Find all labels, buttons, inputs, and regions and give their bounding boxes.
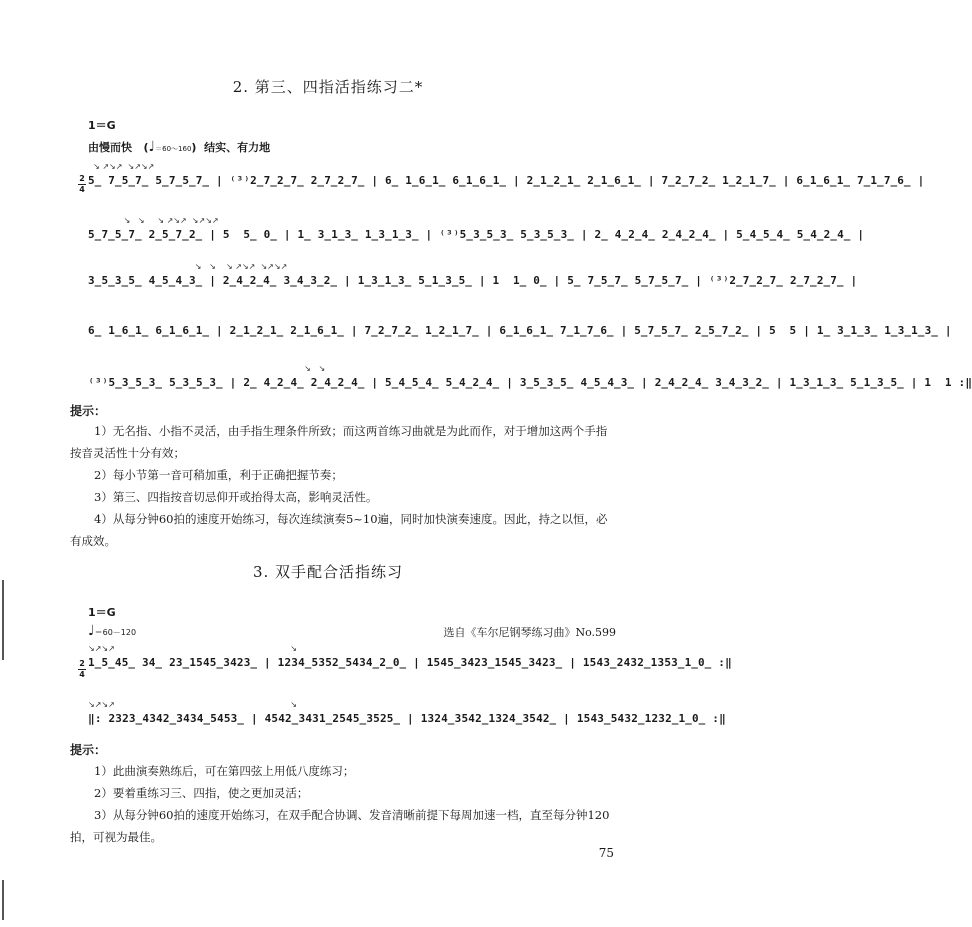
source-citation: 选自《车尔尼钢琴练习曲》No.599 <box>443 626 616 639</box>
quarter-note-icon: ♩ <box>148 139 156 155</box>
bowing-marks: ↘ ↗↘↗ ↘↗↘↗ <box>88 162 155 171</box>
score-line <box>88 364 972 408</box>
jianpu-notes: 3̲5̲3̲5̲ 4̲5̲4̲3̲ | 2̲4̲2̲4̲ 3̲4̲3̲2̲ | 1̲3̲1̲3̲ 5̲1̲3̲5̲ | 1 1̲ 0̲ | 5̲ 7̲5̲7̲ 5̲7̲5̲7̲ | ⁽³⁾2̲7̲2̲7̲ 2̲7̲2̲7̲ | <box>88 274 858 287</box>
key-signature: 1＝G <box>88 119 116 132</box>
time-signature-bottom: 4 <box>79 670 85 679</box>
hint-item: 1）此曲演奏熟练后，可在第四弦上用低八度练习； <box>94 764 355 778</box>
jianpu-notes: 1̲5̲45̲ 34̲ 23̲1545̲3423̲ | 1234̲5352̲5434̲2̲0̲ | 1545̲3423̲1545̲3423̲ | 1543̲2432̲1353̲1̲0̲ :‖ <box>88 656 732 669</box>
bowing-marks <box>88 312 608 322</box>
time-signature-top: 2 <box>79 659 85 668</box>
section-title: 2. 第三、四指活指练习二* <box>232 78 424 96</box>
jianpu-notes: 6̲ 1̲6̲1̲ 6̲1̲6̲1̲ | 2̲1̲2̲1̲ 2̲1̲6̲1̲ | 7̲2̲7̲2̲ 1̲2̲1̲7̲ | 6̲1̲6̲1̲ 7̲1̲7̲6̲ | 5̲7̲5̲7̲ 2̲5̲7̲2̲ | 5 5 | 1̲ 3̲1̲3̲ 1̲3̲1̲3̲ | <box>88 324 952 337</box>
tempo-text: 由慢而快 <box>88 141 132 154</box>
page-edge-line <box>2 580 4 660</box>
bowing-marks: ↘↗↘↗ ↘ <box>88 700 297 709</box>
bowing-marks: ↘ ↘ ↘ ↗↘↗ ↘↗↘↗ <box>88 216 219 225</box>
tempo-style: 结实、有力地 <box>204 141 271 154</box>
hint-item: 3）从每分钟60拍的速度开始练习，在双手配合协调、发音清晰前提下每周加速一档，直至每分钟120拍，可视为最佳。 <box>70 808 610 844</box>
hint-item: 2）要着重练习三、四指，使之更加灵活； <box>94 786 309 800</box>
jianpu-notes: 5̲7̲5̲7̲ 2̲5̲7̲2̲ | 5 5̲ 0̲ | 1̲ 3̲1̲3̲ 1̲3̲1̲3̲ | ⁽³⁾5̲3̲5̲3̲ 5̲3̲5̲3̲ | 2̲ 4̲2̲4̲ 2̲4̲2̲4̲ | 5̲4̲5̲4̲ 5̲4̲2̲4̲ | <box>88 228 865 241</box>
score-line <box>88 312 952 356</box>
hints-label: 提示： <box>70 743 107 757</box>
page-number: 75 <box>598 846 614 860</box>
score-line <box>88 162 925 206</box>
tempo-bpm: ＝60－120 <box>94 628 137 637</box>
hint-item: 4）从每分钟60拍的速度开始练习，每次连续演奏5~10遍，同时加快演奏速度。因此，持之以恒，必有成效。 <box>70 512 608 548</box>
key-signature: 1＝G <box>88 606 116 619</box>
score-line <box>88 216 865 260</box>
time-signature <box>78 660 86 679</box>
quarter-note-icon: ♩ <box>88 623 95 639</box>
time-signature-bottom: 4 <box>79 185 85 194</box>
jianpu-notes: 5̲ 7̲5̲7̲ 5̲7̲5̲7̲ | ⁽³⁾2̲7̲2̲7̲ 2̲7̲2̲7̲ | 6̲ 1̲6̲1̲ 6̲1̲6̲1̲ | 2̲1̲2̲1̲ 2̲1̲6̲1̲ | 7̲2̲7̲2̲ 1̲2̲1̲7̲ | 6̲1̲6̲1̲ 7̲1̲7̲6̲ | <box>88 174 925 187</box>
section-title: 3. 双手配合活指练习 <box>252 563 404 581</box>
score-line <box>88 644 732 688</box>
bowing-marks: ↘ ↘ ↘ ↗↘↗ ↘↗↘↗ <box>88 262 288 271</box>
time-signature-top: 2 <box>79 174 85 183</box>
hints-label: 提示： <box>70 404 107 418</box>
time-signature <box>78 175 86 194</box>
hint-item: 2）每小节第一音可稍加重，利于正确把握节奏； <box>94 468 343 482</box>
tempo-marking: 由慢而快 (♩＝60～160) 结实、有力地 <box>88 139 271 155</box>
bowing-marks: ↘↗↘↗ ↘ <box>88 644 297 653</box>
score-line <box>88 262 858 306</box>
tempo-bpm: ＝60～160 <box>155 145 192 153</box>
hint-item: 1）无名指、小指不灵活，由手指生理条件所致；而这两首练习曲就是为此而作，对于增加这两个手指按音灵活性十分有效； <box>70 424 608 460</box>
bowing-marks: ↘ ↘ <box>88 364 326 373</box>
hint-item: 3）第三、四指按音切忌仰开或抬得太高，影响灵活性。 <box>94 490 378 504</box>
tempo-marking <box>88 623 136 639</box>
score-line <box>88 700 726 744</box>
page-edge-line <box>2 880 4 920</box>
jianpu-notes: ‖: 2323̲4342̲3434̲5453̲ | 4542̲3431̲2545̲3525̲ | 1324̲3542̲1324̲3542̲ | 1543̲5432̲1232̲1̲0̲ :‖ <box>88 712 726 725</box>
jianpu-notes: ⁽³⁾5̲3̲5̲3̲ 5̲3̲5̲3̲ | 2̲ 4̲2̲4̲ 2̲4̲2̲4̲ | 5̲4̲5̲4̲ 5̲4̲2̲4̲ | 3̲5̲3̲5̲ 4̲5̲4̲3̲ | 2̲4̲2̲4̲ 3̲4̲3̲2̲ | 1̲3̲1̲3̲ 5̲1̲3̲5̲ | 1 1 :‖ <box>88 376 972 389</box>
